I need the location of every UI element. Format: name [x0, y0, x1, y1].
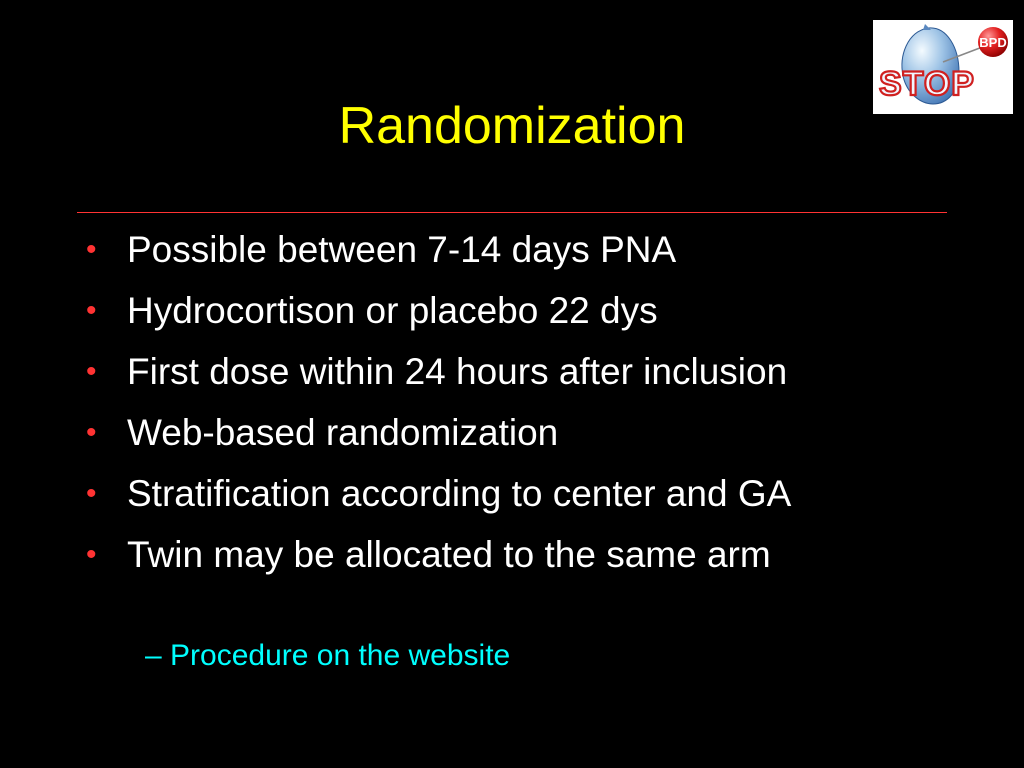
bullet-dot-icon: • [86, 416, 97, 449]
bullet-text: Web-based randomization [127, 412, 559, 453]
bullet-text: Twin may be allocated to the same arm [127, 534, 771, 575]
bullet-dot-icon: • [86, 294, 97, 327]
bullet-text: Stratification according to center and GA [127, 473, 792, 514]
bullet-item [86, 289, 966, 333]
bullet-dot-icon: • [86, 355, 97, 388]
bullet-dot-icon: • [86, 477, 97, 510]
logo-stop-text: STOP [879, 65, 975, 103]
bullet-item [86, 228, 966, 272]
bullet-text: Hydrocortison or placebo 22 dys [127, 290, 658, 331]
bullet-item [86, 411, 966, 455]
logo-badge-text: BPD [979, 35, 1007, 50]
bullet-item [86, 533, 966, 577]
slide-title: Randomization [338, 97, 686, 155]
bullet-item [86, 472, 887, 516]
bullet-item [86, 350, 966, 394]
bullet-text: First dose within 24 hours after inclusion [127, 351, 788, 392]
bullet-text: Possible between 7-14 days PNA [127, 229, 677, 270]
sub-bullet-list [145, 636, 510, 676]
title-divider [77, 212, 947, 213]
sub-bullet-item: – Procedure on the website [145, 639, 511, 672]
bullet-list [86, 228, 966, 594]
bullet-dot-icon: • [86, 233, 97, 266]
bullet-dot-icon: • [86, 538, 97, 571]
